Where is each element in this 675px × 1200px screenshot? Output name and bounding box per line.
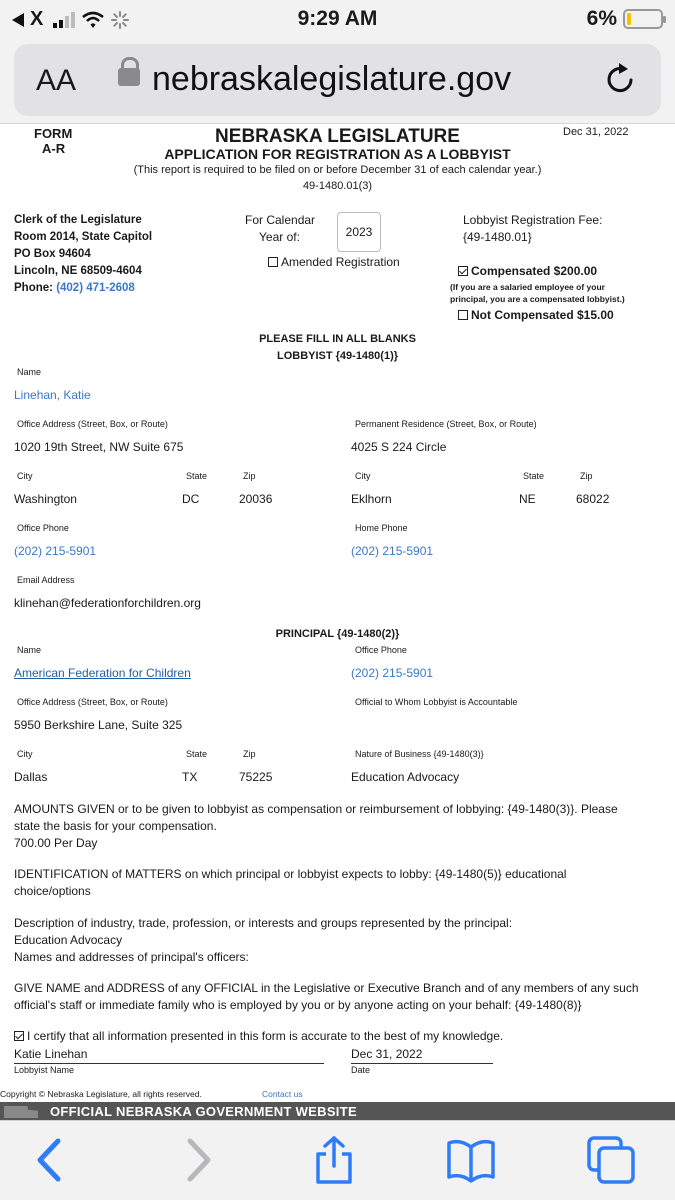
- reload-icon[interactable]: [601, 60, 639, 98]
- fill-all-heading: PLEASE FILL IN ALL BLANKS: [259, 333, 416, 345]
- principal-city-label: City: [17, 749, 33, 759]
- description-section: [14, 915, 664, 966]
- home-city-value: Eklhorn: [351, 492, 392, 506]
- office-state-value: DC: [182, 492, 200, 506]
- fee-statute: {49-1480.01}: [463, 230, 532, 244]
- perm-residence-label: Permanent Residence (Street, Box, or Route): [355, 419, 537, 429]
- clerk-line: Clerk of the Legislature: [14, 214, 142, 226]
- chevron-left-icon[interactable]: [26, 1135, 76, 1185]
- official-site-banner: [0, 1102, 675, 1120]
- principal-address-value: 5950 Berkshire Lane, Suite 325: [14, 718, 183, 732]
- tabs-icon[interactable]: [586, 1135, 636, 1185]
- form-id-1: FORM: [34, 126, 73, 141]
- principal-name-link[interactable]: American Federation for Children: [14, 666, 191, 680]
- office-zip-value: 20036: [239, 492, 273, 506]
- nebraska-map-icon: [4, 1106, 38, 1118]
- home-zip-label: Zip: [580, 471, 593, 481]
- office-address-value: 1020 19th Street, NW Suite 675: [14, 440, 184, 454]
- calendar-label-1: For Calendar: [245, 213, 316, 227]
- date-line: [351, 1063, 493, 1064]
- clerk-phone-row: [14, 280, 152, 297]
- nature-business-label: Nature of Business {49-1480(3)}: [355, 749, 484, 759]
- official-site-text: OFFICIAL NEBRASKA GOVERNMENT WEBSITE: [50, 1104, 357, 1119]
- browser-address-area: [0, 38, 675, 124]
- signature-name: Katie Linehan: [14, 1047, 88, 1061]
- amounts-text: AMOUNTS GIVEN or to be given to lobbyist as compensation or reimbursement of lobbying: {49-1480(3)}. Please: [14, 802, 618, 816]
- calendar-label-2: Year of:: [259, 230, 300, 244]
- fee-label: Lobbyist Registration Fee:: [463, 213, 603, 227]
- principal-heading: PRINCIPAL {49-1480(2)}: [275, 628, 400, 640]
- official-accountable-label: Official to Whom Lobbyist is Accountable: [355, 697, 518, 707]
- principal-city-value: Dallas: [14, 770, 48, 784]
- contact-link[interactable]: Contact us: [262, 1089, 303, 1099]
- clerk-line: PO Box 94604: [14, 248, 91, 260]
- amended-label: Amended Registration: [281, 255, 400, 269]
- official-text: GIVE NAME and ADDRESS of any OFFICIAL in the Legislative or Executive Branch and of any members of any such: [14, 981, 639, 995]
- battery-icon: [623, 9, 663, 29]
- form-note: (This report is required to be filed on or before December 31 of each calendar year.): [133, 164, 542, 176]
- principal-phone-value[interactable]: (202) 215-5901: [351, 666, 434, 680]
- matters-text: choice/options: [14, 884, 91, 898]
- office-state-label: State: [186, 471, 208, 481]
- carrier-label: X: [30, 8, 44, 30]
- office-city-label: City: [17, 471, 33, 481]
- home-phone-label: Home Phone: [355, 523, 408, 533]
- office-address-label: Office Address (Street, Box, or Route): [17, 419, 168, 429]
- matters-section: [14, 866, 664, 900]
- bookmarks-icon[interactable]: [446, 1135, 496, 1185]
- form-title: NEBRASKA LEGISLATURE: [215, 126, 460, 147]
- lock-icon: [118, 68, 140, 86]
- lobbyist-name-value[interactable]: Linehan, Katie: [14, 388, 91, 402]
- office-phone-label: Office Phone: [17, 523, 69, 533]
- amounts-text: state the basis for your compensation.: [14, 819, 217, 833]
- compensated-row[interactable]: [458, 264, 597, 278]
- lobbyist-heading: LOBBYIST {49-1480(1)}: [276, 350, 399, 362]
- clerk-line: Lincoln, NE 68509-4604: [14, 265, 142, 277]
- signature-date: Dec 31, 2022: [351, 1047, 423, 1061]
- text-size-label: AA: [36, 64, 77, 97]
- compensated-note-line: principal, you are a compensated lobbyist.): [450, 294, 625, 304]
- certify-label: I certify that all information presented in this form is accurate to the best of my knowledge.: [27, 1029, 504, 1043]
- compensated-checkbox[interactable]: [458, 266, 468, 276]
- perm-residence-value: 4025 S 224 Circle: [351, 440, 447, 454]
- compensated-note-line: (If you are a salaried employee of your: [450, 282, 605, 292]
- status-right: [587, 7, 663, 31]
- office-zip-label: Zip: [243, 471, 256, 481]
- copyright: Copyright © Nebraska Legislature, all rights reserved.: [0, 1089, 202, 1099]
- principal-zip-value: 75225: [239, 770, 273, 784]
- not-compensated-label: Not Compensated $15.00: [471, 308, 614, 322]
- form-subtitle: APPLICATION FOR REGISTRATION AS A LOBBYIST: [164, 146, 511, 162]
- description-value: Education Advocacy: [14, 933, 123, 947]
- amounts-section: [14, 801, 664, 852]
- not-compensated-checkbox[interactable]: [458, 310, 468, 320]
- office-city-value: Washington: [14, 492, 77, 506]
- principal-zip-label: Zip: [243, 749, 256, 759]
- compensated-label: Compensated $200.00: [471, 264, 598, 278]
- description-text: Description of industry, trade, profession, or interests and groups represented by the principal:: [14, 916, 513, 930]
- home-state-value: NE: [519, 492, 536, 506]
- home-state-label: State: [523, 471, 545, 481]
- home-phone-value[interactable]: (202) 215-5901: [351, 544, 434, 558]
- status-bar: [0, 0, 675, 38]
- principal-address-label: Office Address (Street, Box, or Route): [17, 697, 168, 707]
- email-label: Email Address: [17, 575, 75, 585]
- signature-line: [14, 1063, 324, 1064]
- home-city-label: City: [355, 471, 371, 481]
- address-bar[interactable]: [14, 44, 661, 116]
- clerk-line: Room 2014, State Capitol: [14, 231, 153, 243]
- amended-checkbox[interactable]: [268, 257, 278, 267]
- date-label: Date: [351, 1065, 371, 1075]
- principal-state-value: TX: [182, 770, 198, 784]
- form-id-2: A-R: [42, 141, 66, 156]
- form-statute: 49-1480.01(3): [302, 180, 373, 192]
- office-phone-value[interactable]: (202) 215-5901: [14, 544, 97, 558]
- amended-registration-row[interactable]: [268, 255, 400, 269]
- official-section: [14, 980, 669, 1014]
- principal-name-label: Name: [17, 645, 42, 655]
- clerk-phone-link[interactable]: (402) 471-2608: [56, 282, 135, 294]
- clerk-phone-label: Phone:: [14, 282, 53, 294]
- text-size-button[interactable]: [36, 64, 76, 98]
- not-compensated-row[interactable]: [458, 308, 614, 322]
- browser-toolbar: [0, 1120, 675, 1200]
- amounts-value: 700.00 Per Day: [14, 836, 98, 850]
- web-page: [0, 124, 675, 1120]
- principal-phone-label: Office Phone: [355, 645, 407, 655]
- matters-text: IDENTIFICATION of MATTERS on which principal or lobbyist expects to lobby: {49-1480(5)} educational: [14, 867, 567, 881]
- battery-percent: 6%: [586, 7, 617, 30]
- form-date: Dec 31, 2022: [563, 126, 629, 138]
- compensated-note: [450, 281, 625, 305]
- home-zip-value: 68022: [576, 492, 610, 506]
- nature-business-value: Education Advocacy: [351, 770, 460, 784]
- share-icon[interactable]: [309, 1135, 359, 1185]
- lobbyist-name-label: Name: [17, 367, 42, 377]
- certify-row[interactable]: [14, 1029, 503, 1043]
- url-domain[interactable]: nebraskalegislature.gov: [152, 60, 512, 98]
- chevron-right-icon[interactable]: [172, 1135, 222, 1185]
- principal-state-label: State: [186, 749, 208, 759]
- clerk-address: [14, 212, 152, 297]
- officers-text: Names and addresses of principal's officers:: [14, 950, 249, 964]
- signature-label: Lobbyist Name: [14, 1065, 75, 1075]
- clock: 9:29 AM: [297, 7, 378, 30]
- calendar-year-field[interactable]: 2023: [337, 212, 381, 252]
- certify-checkbox[interactable]: [14, 1031, 24, 1041]
- email-value: klinehan@federationforchildren.org: [14, 596, 201, 610]
- official-text: official's staff or immediate family who is employed by you or by anyone acting on your behalf: {49-1480(8)}: [14, 998, 582, 1012]
